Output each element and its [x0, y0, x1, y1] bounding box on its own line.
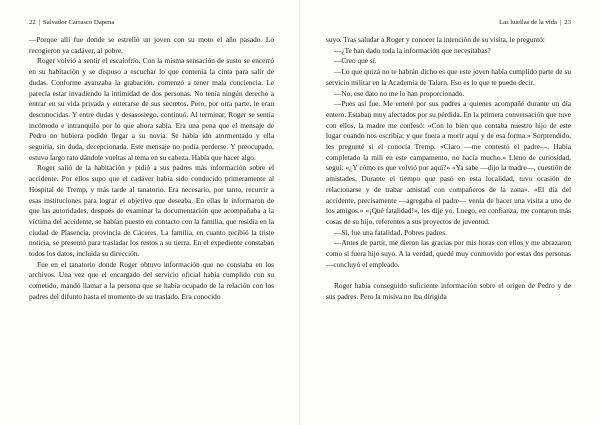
right-page — [300, 0, 600, 425]
paragraph: Fue en el tanatorio donde Roger obtuvo información que no constaba en los archivos. Una vez que el encargado del servicio oficial había cumplido con su cometido, mandó llamar a la persona que se había ocupado de la relación con los padres del difunto hasta el momento de su traslado. Era conocido — [29, 259, 274, 301]
book-title: Las huellas de la vida — [499, 19, 557, 26]
paragraph: —Antes de partir, me dieron las gracias por mis horas con ellos y me abrazaron como si fuera hijo suyo. A la verdad, quedé muy conmovido por estas dos personas —concluyó el empleado. — [326, 238, 571, 269]
header-separator: | — [559, 19, 562, 26]
paragraph: —Creo que sí. — [334, 56, 377, 66]
left-running-header — [29, 19, 114, 27]
left-page-body — [29, 35, 274, 303]
right-page-body — [326, 35, 571, 303]
paragraph: Roger salió de la habitación y pidió a sus padres más información sobre el accidente. Por ellos supo que el cadáver había sido conducido primeramente al Hospital de Tremp, y más tarde al tanatorio. Era necesario, por tanto, recurrir a esas instituciones para lograr el objetivo que deseaba. En ellas le informaron de que las autoridades, después de examinar la documentación que acompañaba a la víctima del accidente, se habían puesto en contacto con la familia, que residía en la ciudad de Plasencia, provincia de Cáceres. La familia, en cuanto recibió la triste noticia, se presentó para trasladar los restos a su tierra. En el expediente constaban todos los datos, incluida su dirección. — [29, 163, 274, 259]
paragraph: —Porque allí fue donde se estrelló un joven con su moto el año pasado. Lo recogieron ya cadáver, al pobre. — [29, 35, 274, 55]
left-page-number: 22 — [29, 19, 36, 26]
author-name: Salvador Carrasco Dapena — [43, 19, 115, 26]
paragraph: Roger volvió a sentir el escalofrío. Con la misma sensación de susto se encerró en su habitación y se dispuso a escuchar lo que contenía la cinta para salir de dudas. Conforme avanzaba la grabación, comenzó a tener mala conciencia. Le parecía estar invadiendo la intimidad de dos personas. No tenía ningún derecho a entrar en su vida privada y enterarse de sus secretos. Pero, por otra parte, le eran desconocidas. Y entre dudas y desasosiego, continuó. Al terminar, Roger se sentía incómodo e intranquilo por lo que ahora sabía. Era una pena que el mensaje de Pedro no hubiera podido llegar a su novia. Se había ido atormentado y ella seguiría, sin duda, decepcionada. Este mensaje no podía perderse. Y preocupado, estuvo largo rato dándole vueltas al tema en su cabeza. Había que hacer algo. — [29, 56, 274, 162]
paragraph: —Pues así fue. Me enteré por sus padres a quienes acompañé durante un día entero. Estaban muy afectados por su pérdida. En la primera conversación que tuve con ellos, la madre me confesó: «Con lo bien que contaba nuestro hijo de este lugar cuando nos escribía; y que fuera a morir aquí y de esa forma.» Sorprendido, les pregunté si el conocía Tremp. «Claro —me contestó el padre—. Había completado la mili en este campamento, no hacía mucho.» Lleno de curiosidad, seguí: «¿Y cómo es que volvió por aquí?» «Ya sabe —dijo la madre—, cuestión de amistades. Durante el tiempo que pasó en esta localidad, tuvo ocasión de relacionarse y de trabar amistad con compañeros de la zona». «El día del accidente, precisamente —agregaba el padre— venía de hacer una visita a uno de los amigos.» «¡Qué fatalidad!», les dije yo. Luego, en confianza, me contaron más cosas de su hijo, referentes a sus proyectos de juventud. — [326, 99, 571, 226]
paragraph: suyo. Tras saludar a Roger y conocer la intención de su visita, le preguntó: — [326, 35, 545, 44]
header-separator: | — [38, 19, 41, 26]
paragraph: Roger había conseguido suficiente información sobre el origen de Pedro y de sus padres. Pero la misiva no iba dirigida — [326, 281, 571, 301]
paragraph: —¿Te han dado toda la información que necesitabas? — [334, 45, 491, 55]
paragraph: —Lo que quizá no te habrán dicho es que este joven había cumplido parte de su servicio militar en la Academia de Talarn. Eso es lo que te puedo decir. — [326, 67, 571, 87]
paragraph: —No, ese dato no me lo han proporcionado. — [334, 88, 465, 98]
paragraph: —Sí, fue una fatalidad. Pobres padres. — [334, 227, 447, 237]
right-page-number: 23 — [564, 19, 571, 26]
right-running-header — [499, 19, 571, 27]
